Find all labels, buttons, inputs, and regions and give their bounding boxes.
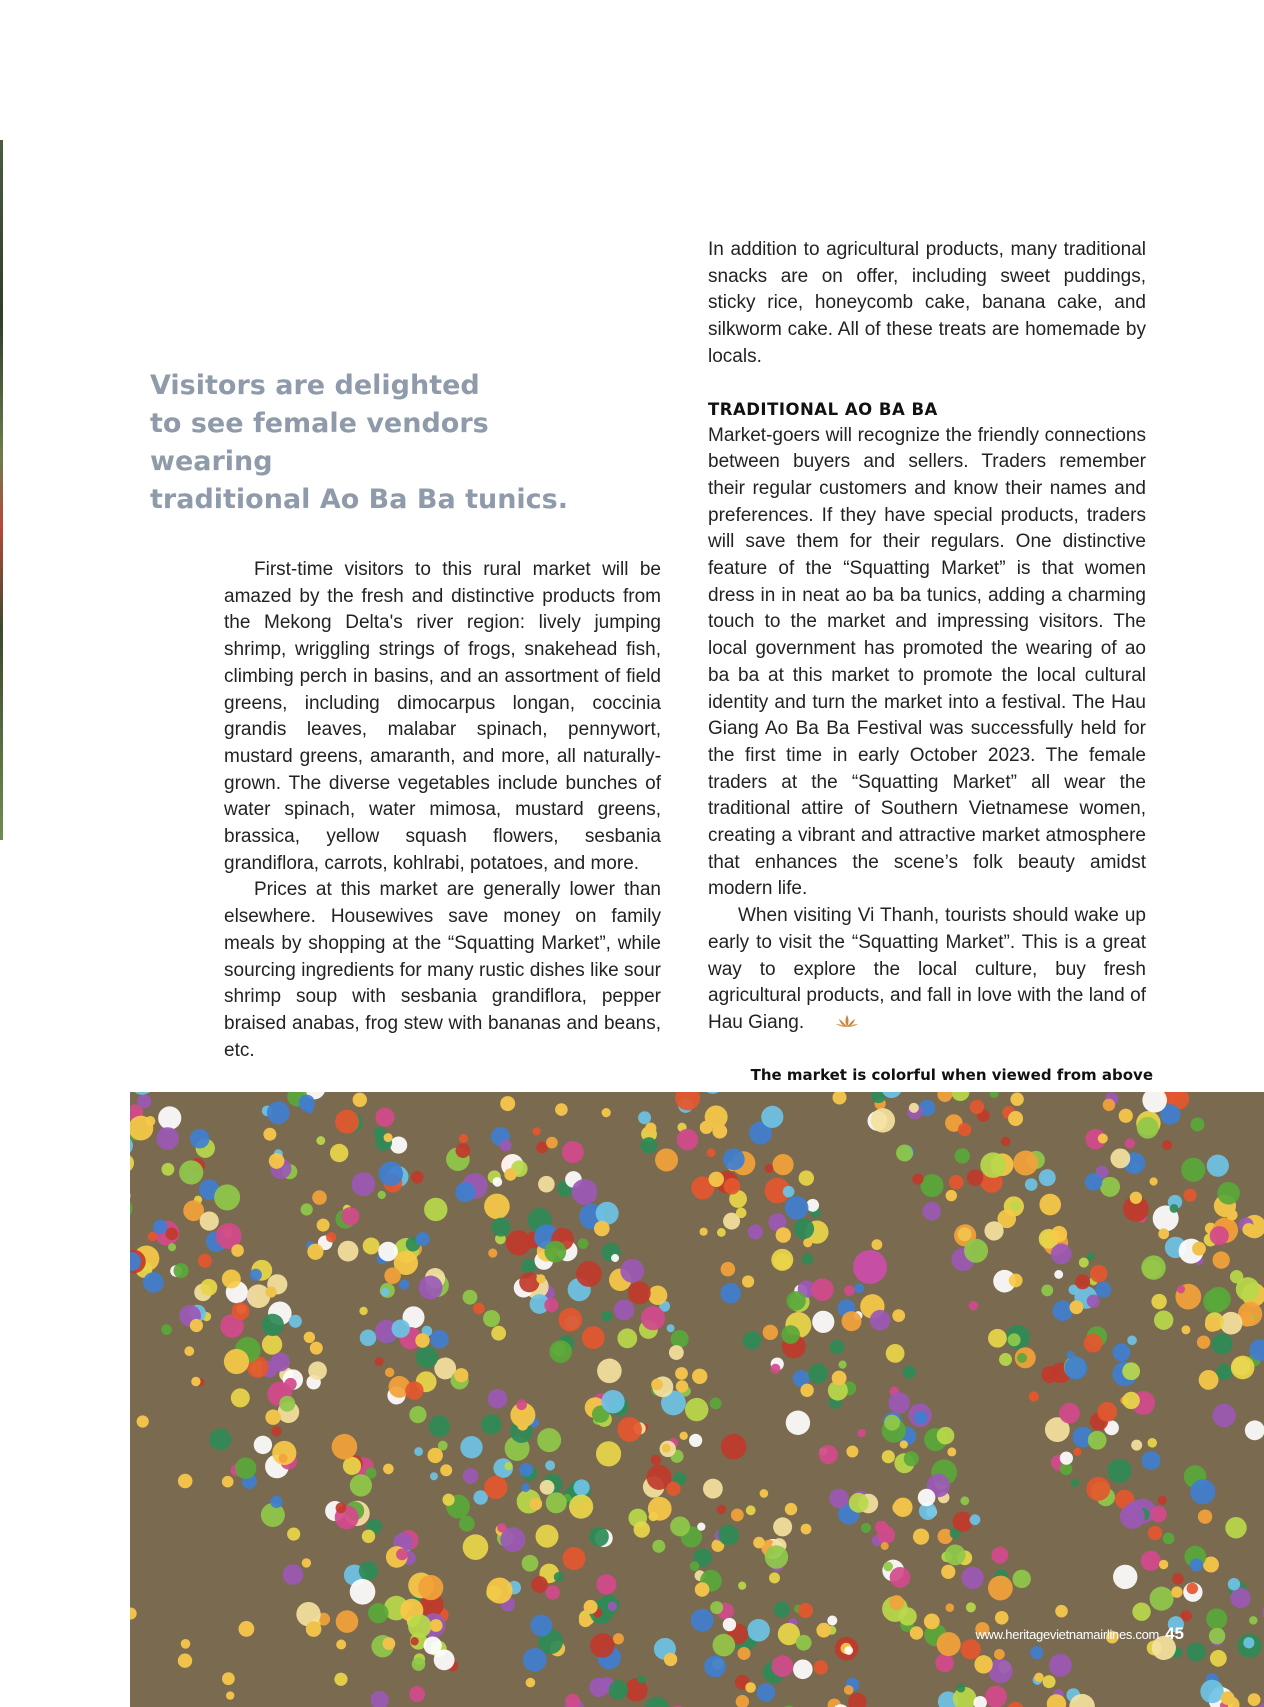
conical-hat (946, 1190, 957, 1201)
conical-hat (712, 1124, 727, 1139)
conical-hat (742, 1275, 754, 1287)
conical-hat (530, 1498, 543, 1511)
conical-hat (302, 1558, 311, 1567)
conical-hat (430, 1619, 443, 1632)
conical-hat (336, 1640, 346, 1650)
conical-hat (1242, 1223, 1255, 1236)
intro-paragraph: In addition to agricultural products, many traditional snacks are on offer, including sweet puddings, sticky rice, honeycomb cake, banana cake, and silkworm cake. All of these treats are homemade by locals. (708, 239, 1146, 367)
page-number: 45 (1165, 1624, 1184, 1643)
conical-hat (1008, 1111, 1023, 1126)
conical-hat (265, 1410, 280, 1425)
conical-hat (384, 1133, 393, 1142)
conical-hat (353, 1093, 367, 1107)
photo-caption: The market is colorful when viewed from above (750, 1066, 1153, 1084)
conical-hat (645, 1123, 656, 1134)
conical-hat (137, 1415, 149, 1427)
conical-hat (304, 1332, 315, 1343)
conical-hat (872, 1239, 883, 1250)
umbrella (853, 1250, 887, 1284)
conical-hat (900, 1440, 908, 1448)
right-column (708, 237, 1146, 1037)
conical-hat (517, 1420, 528, 1431)
conical-hat (651, 1379, 663, 1391)
conical-hat (680, 1432, 688, 1440)
conical-hat (1034, 1673, 1043, 1682)
body-paragraph: Prices at this market are generally lower than elsewhere. Housewives save money on family meals by shopping at the “Squatting Market”, while sourcing ingredients for many rustic dishes like sour shrimp soup with sesbania grandiflora, pepper braised anabas, frog stew with bananas and beans, etc. (224, 879, 661, 1061)
conical-hat (265, 1286, 276, 1297)
conical-hat (1070, 1300, 1084, 1314)
conical-hat (846, 1446, 858, 1458)
previous-page-photo-edge (0, 140, 3, 840)
conical-hat (1192, 1242, 1206, 1256)
conical-hat (310, 1342, 323, 1355)
conical-hat (892, 1501, 905, 1514)
conical-hat (924, 1614, 940, 1630)
pull-quote-line: Visitors are delighted (150, 370, 480, 401)
conical-hat (700, 1228, 708, 1236)
conical-hat (584, 1600, 598, 1614)
conical-hat (383, 1464, 394, 1475)
conical-hat (892, 1309, 905, 1322)
conical-hat (695, 1582, 710, 1597)
conical-hat (662, 1444, 671, 1453)
conical-hat (803, 1238, 812, 1247)
conical-hat (753, 1537, 765, 1549)
conical-hat (454, 1368, 468, 1382)
section-subhead: TRADITIONAL AO BA BA (708, 399, 938, 419)
conical-hat (231, 1244, 244, 1257)
conical-hat (222, 1476, 234, 1488)
conical-hat (1221, 1691, 1235, 1705)
conical-hat (579, 1614, 592, 1627)
pull-quote (150, 367, 620, 519)
conical-hat (1171, 1586, 1182, 1597)
conical-hat (816, 1623, 831, 1638)
conical-hat (178, 1654, 192, 1668)
conical-hat (801, 1524, 812, 1535)
conical-hat (947, 1447, 956, 1456)
conical-hat (700, 1121, 713, 1134)
conical-hat (692, 1369, 707, 1384)
conical-hat (555, 1103, 568, 1116)
conical-hat (306, 1621, 322, 1637)
conical-hat (526, 1678, 536, 1688)
conical-hat (383, 1637, 396, 1650)
conical-hat (415, 1333, 429, 1347)
lotus-icon (806, 1010, 858, 1037)
body-paragraph: First-time visitors to this rural market will be amazed by the fresh and distinctive products from the Mekong Delta's river region: lively jumping shrimp, wriggling strings of frogs, snakehead fish, climbing perch in basins, and an assortment of field greens, including dimocarpus longan, coccinia grandis leaves, malabar spinach, pennywort, mustard greens, amaranth, and more, all naturally-grown. The diverse vegetables include bunches of water spinach, water mimosa, mustard greens, brassica, yellow squash flowers, sesbania grandiflora, carrots, kohlrabi, potatoes, and more. (224, 559, 661, 874)
page-footer (975, 1624, 1184, 1644)
conical-hat (1130, 1192, 1142, 1204)
conical-hat (222, 1672, 235, 1685)
conical-hat (676, 1380, 688, 1392)
conical-hat (760, 1489, 769, 1498)
conical-hat (745, 1682, 756, 1693)
conical-hat (1248, 1693, 1261, 1706)
conical-hat (1227, 1210, 1238, 1221)
conical-hat (1010, 1093, 1023, 1106)
conical-hat (504, 1168, 516, 1180)
conical-hat (594, 1221, 610, 1237)
conical-hat (536, 1274, 545, 1283)
conical-hat (602, 1108, 611, 1117)
conical-hat (226, 1691, 234, 1699)
conical-hat (958, 1227, 972, 1241)
conical-hat (239, 1621, 255, 1637)
conical-hat (776, 1227, 791, 1242)
body-paragraph: Market-goers will recognize the friendly connections between buyers and sellers. Traders remember their regular customers and know their names and preferences. If they have special products, traders will save them for their regulars. One distinctive feature of the “Squatting Market” is that women dress in in neat ao ba ba tunics, adding a charming touch to the market and impressing visitors. The local government has promoted the wearing of ao ba ba at this market to promote the local cultural identity and turn the market into a festival. The Hau Giang Ao Ba Ba Festival was successfully held for the first time in early October 2023. The female traders at the “Squatting Market” all wear the traditional attire of Southern Vietnamese women, creating a vibrant and attractive market atmosphere that enhances the scene’s folk beauty amidst modern life. (708, 424, 1146, 900)
conical-hat (1159, 1560, 1168, 1569)
market-aerial-illustration (130, 1092, 1264, 1707)
conical-hat (1205, 1317, 1220, 1332)
conical-hat (190, 1319, 203, 1332)
pull-quote-line: to see female vendors wearing (150, 408, 489, 477)
conical-hat (1055, 1605, 1068, 1618)
closing-paragraph-text: When visiting Vi Thanh, tourists should wake up early to visit the “Squatting Market”. This is a great way to explore the local culture, buy fresh agricultural products, and fall in love with the land of Hau Giang. (708, 905, 1146, 1033)
conical-hat (178, 1474, 193, 1489)
conical-hat (1158, 1228, 1169, 1239)
conical-hat (664, 1653, 677, 1666)
market-aerial-photo (130, 1092, 1264, 1707)
conical-hat (191, 1377, 200, 1386)
left-column (224, 557, 661, 1064)
conical-hat (832, 1371, 847, 1386)
conical-hat (800, 1384, 813, 1397)
conical-hat (941, 1565, 955, 1579)
footer-url: www.heritagevietnamairlines.com (975, 1627, 1160, 1642)
conical-hat (785, 1503, 797, 1515)
closing-paragraph (708, 903, 1146, 1037)
conical-hat (263, 1128, 276, 1141)
pull-quote-line: traditional Ao Ba Ba tunics. (150, 484, 569, 515)
conical-hat (184, 1346, 194, 1356)
conical-hat (675, 1367, 688, 1380)
conical-hat (440, 1464, 452, 1476)
conical-hat (500, 1096, 515, 1111)
conical-hat (181, 1639, 191, 1649)
